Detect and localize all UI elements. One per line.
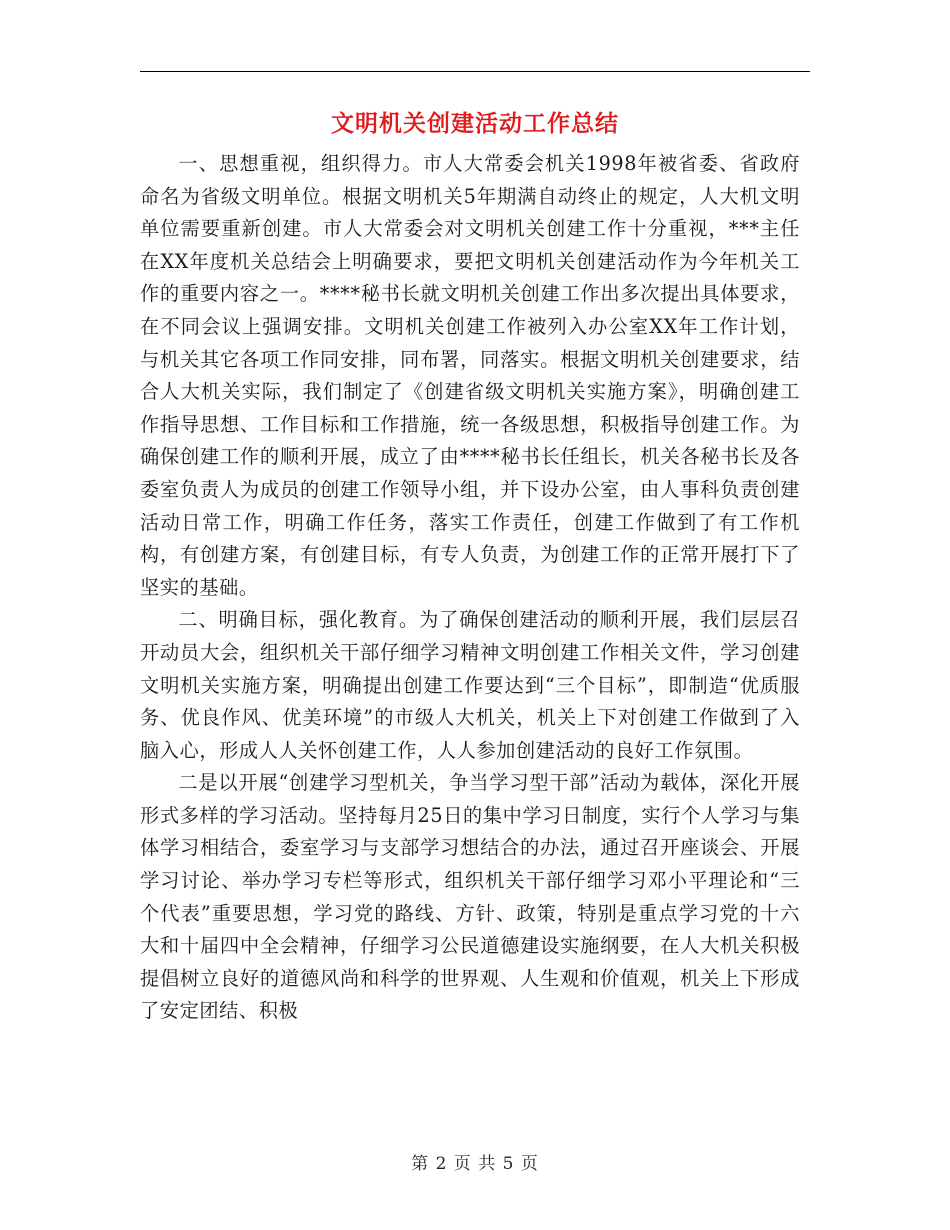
paragraph-3: 二是以开展“创建学习型机关，争当学习型干部”活动为载体，深化开展形式多样的学习活动。坚持每月25日的集中学习日制度，实行个人学习与集体学习相结合，委室学习与支部学习想结合的办法，通过召开座谈会、开展学习讨论、举办学习专栏等形式，组织机关干部仔细学习邓小平理论和“三个代表”重要思想，学习党的路线、方针、政策，特别是重点学习党的十六大和十届四中全会精神，仔细学习公民道德建设实施纲要，在人大机关积极提倡树立良好的道德风尚和科学的世界观、人生观和价值观，机关上下形成了安定团结、积极 <box>140 771 800 1023</box>
paragraph-2: 二、明确目标，强化教育。为了确保创建活动的顺利开展，我们层层召开动员大会，组织机关干部仔细学习精神文明创建工作相关文件，学习创建文明机关实施方案，明确提出创建工作要达到“三个目标”，即制造“优质服务、优良作风、优美环境”的市级人大机关，机关上下对创建工作做到了入脑入心，形成人人关怀创建工作，人人参加创建活动的良好工作氛围。 <box>140 608 800 762</box>
page-number-footer: 第 2 页 共 5 页 <box>411 1154 539 1174</box>
document-body <box>140 148 800 1028</box>
paragraph-1: 一、思想重视，组织得力。市人大常委会机关1998年被省委、省政府命名为省级文明单位。根据文明机关5年期满自动终止的规定，人大机文明单位需要重新创建。市人大常委会对文明机关创建工作十分重视，***主任在XX年度机关总结会上明确要求，要把文明机关创建活动作为今年机关工作的重要内容之一。****秘书长就文明机关创建工作出多次提出具体要求，在不同会议上强调安排。文明机关创建工作被列入办公室XX年工作计划，与机关其它各项工作同安排，同布署，同落实。根据文明机关创建要求，结合人大机关实际，我们制定了《创建省级文明机关实施方案》，明确创建工作指导思想、工作目标和工作措施，统一各级思想，积极指导创建工作。为确保创建工作的顺利开展，成立了由****秘书长任组长，机关各秘书长及各委室负责人为成员的创建工作领导小组，并下设办公室，由人事科负责创建活动日常工作，明确工作任务，落实工作责任，创建工作做到了有工作机构，有创建方案，有创建目标，有专人负责，为创建工作的正常开展打下了坚实的基础。 <box>140 152 800 599</box>
document-title: 文明机关创建活动工作总结 <box>331 111 619 137</box>
header-rule <box>140 71 810 72</box>
